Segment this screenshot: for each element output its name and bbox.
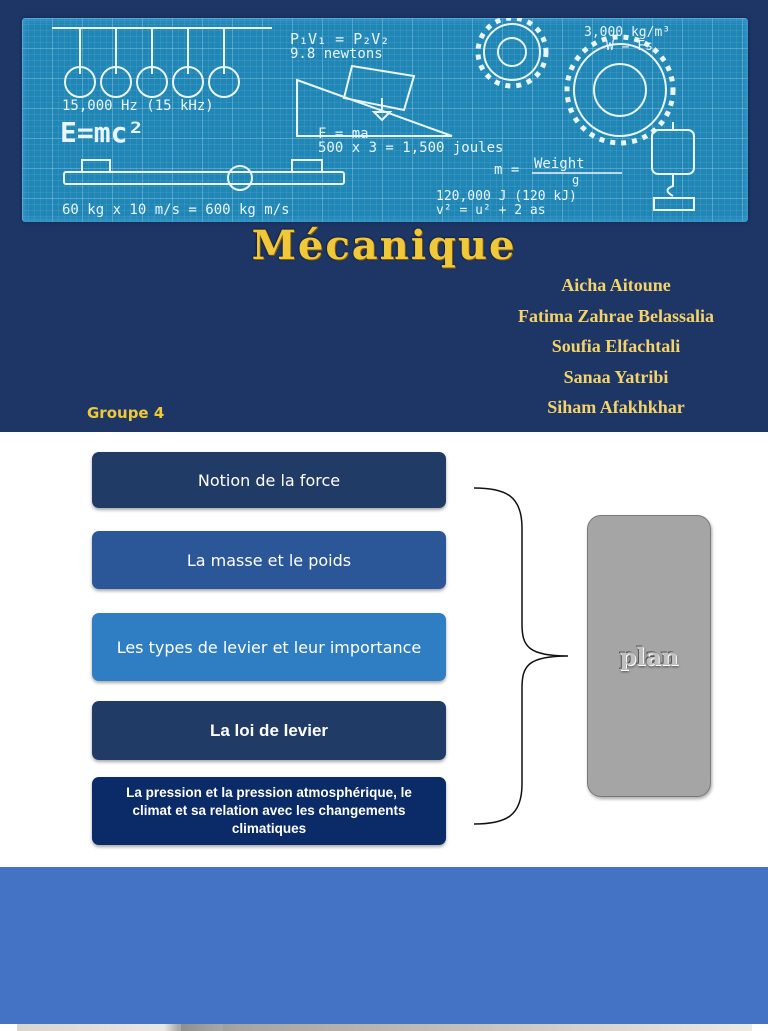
formula-density: 3,000 kg/m³: [584, 25, 671, 40]
slide-title: Mécanique: [251, 222, 517, 269]
formula-work: W = Fs: [606, 39, 653, 54]
plan-item-loi-levier: [92, 701, 446, 760]
curly-brace-icon: [470, 484, 580, 829]
author-name: Fatima Zahrae Belassalia: [518, 305, 714, 326]
formula-emc: E=mc²: [60, 116, 145, 149]
formula-g: g: [572, 173, 580, 187]
plan-item-label: Les types de levier et leur importance: [116, 637, 422, 657]
formula-pv: P₁V₁ = P₂V₂: [290, 30, 390, 48]
formula-weight: Weight: [534, 156, 585, 172]
formula-kj: 120,000 J (120 kJ): [436, 189, 577, 204]
formula-joules: 500 x 3 = 1,500 joules: [318, 140, 504, 156]
author-name: Soufia Elfachtali: [551, 336, 681, 356]
plan-box: [587, 515, 711, 797]
plan-slide: [0, 432, 768, 867]
formula-velocity: v² = u² + 2 as: [436, 203, 546, 218]
blueprint-drawing: [22, 18, 748, 222]
formula-momentum: 60 kg x 10 m/s = 600 kg m/s: [62, 202, 290, 218]
formula-frequency: 15,000 Hz (15 kHz): [62, 98, 214, 114]
physics-blueprint-banner: [22, 18, 748, 222]
group-label: Groupe 4: [87, 404, 165, 422]
plan-item-pression: [92, 777, 446, 845]
formula-fma: F = ma: [318, 126, 369, 142]
plan-item-force: [92, 452, 446, 508]
plan-item-types-levier: [92, 613, 446, 681]
formula-newtons: 9.8 newtons: [290, 46, 383, 62]
author-name: Siham Afakhkhar: [547, 397, 685, 417]
formula-m: m =: [494, 162, 520, 178]
plan-label: plan: [619, 641, 679, 671]
plan-item-label: La loi de levier: [209, 720, 329, 740]
plan-item-label: La pression et la pression atmosphérique, le climat et sa relation avec les changements climatiques: [126, 785, 412, 836]
plan-item-label: Notion de la force: [197, 470, 341, 490]
slide-decor-tab: [0, 867, 768, 1024]
author-name: Sanaa Yatribi: [563, 366, 669, 387]
plan-item-masse-poids: [92, 531, 446, 589]
plan-item-label: La masse et le poids: [186, 550, 352, 570]
title-slide: [0, 0, 768, 432]
author-name: Aicha Aitoune: [561, 275, 671, 295]
author-list: [500, 270, 732, 423]
